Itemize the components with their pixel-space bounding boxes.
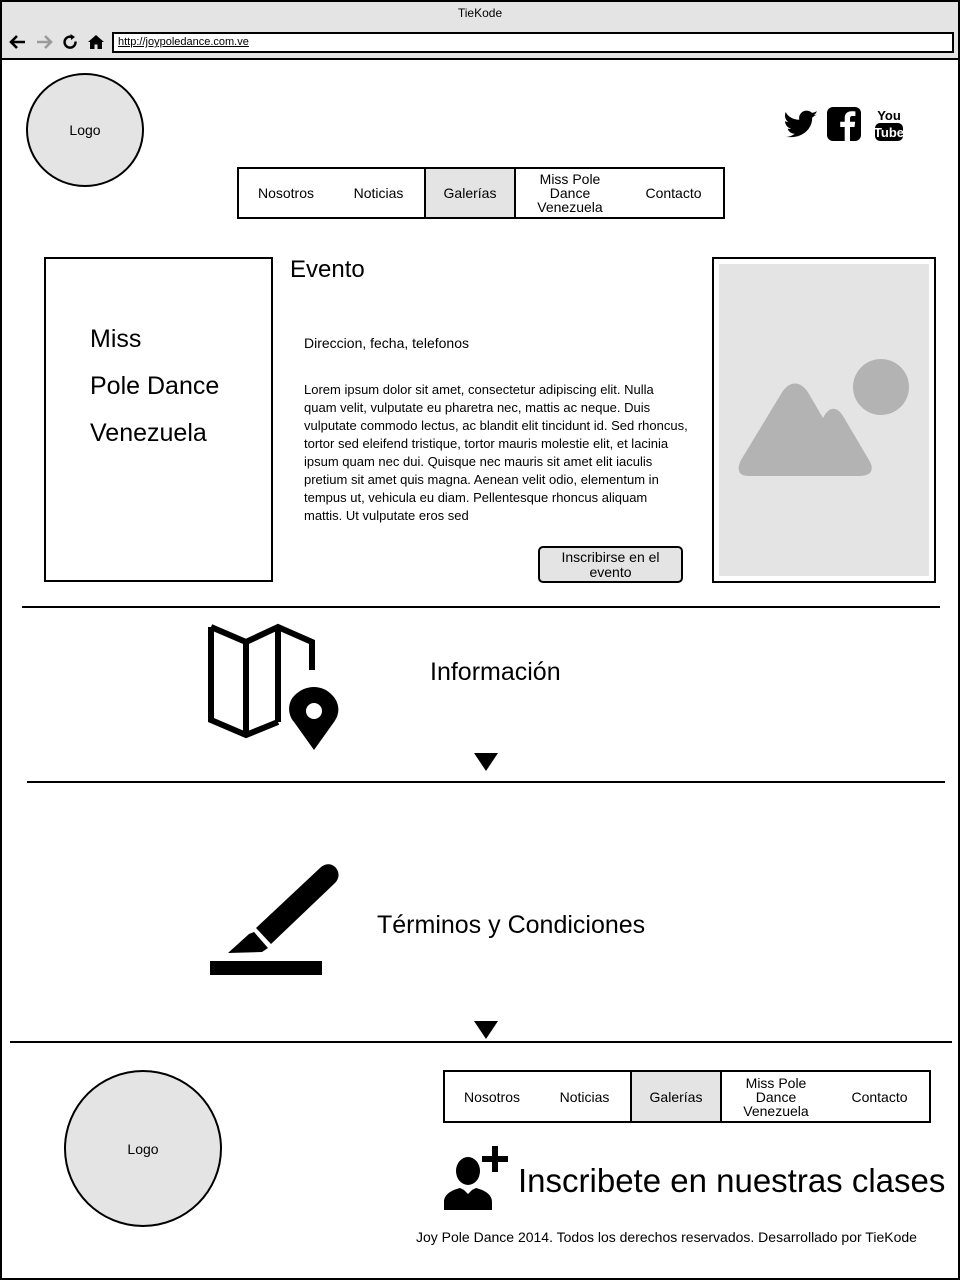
miss-line-1: Miss — [90, 325, 142, 353]
main-nav — [237, 167, 725, 219]
youtube-text-bottom: Tube — [874, 125, 904, 140]
divider — [27, 781, 945, 783]
browser-toolbar — [2, 24, 958, 60]
add-user-icon[interactable] — [442, 1144, 510, 1210]
footer-logo-label: Logo — [127, 1140, 159, 1157]
miss-pole-dance-box — [44, 257, 273, 582]
miss-line-3: Venezuela — [90, 419, 207, 447]
terms-section-title[interactable]: Términos y Condiciones — [377, 911, 646, 939]
footer-logo[interactable] — [64, 1070, 222, 1227]
home-icon[interactable] — [86, 32, 106, 52]
footer-nav-item-contacto[interactable]: Contacto — [851, 1088, 908, 1105]
info-section-title[interactable]: Información — [430, 658, 561, 686]
youtube-text-top: You — [877, 108, 901, 123]
expand-arrow-icon[interactable] — [474, 753, 498, 771]
event-description: Lorem ipsum dolor sit amet, consectetur adipiscing elit. Nulla quam velit, vulputate eu pharetra nec, mattis ac neque. Duis vulputate commodo lectus, ac blandit elit tincidunt id. Sed rhoncus, tortor sed eleifend tristique, tortor mauris molestie elit, et lacinia ipsum quam nec dui. Quisque nec mauris sit amet elit iaculis pretium sit amet quis magna. Aenean velit odio, elementum in tempus ut, vehicula eu diam. Pellentesque rhoncus aliquam mattis. Ut vulputate eros sed — [304, 382, 688, 523]
footer-nav-item-nosotros[interactable]: Nosotros — [463, 1088, 521, 1105]
facebook-icon[interactable] — [827, 107, 861, 141]
nav-item-galerias[interactable]: Galerías — [424, 169, 516, 217]
copyright-text: Joy Pole Dance 2014. Todos los derechos reservados. Desarrollado por TieKode — [416, 1229, 917, 1245]
twitter-icon[interactable] — [785, 110, 819, 138]
footer-nav-item-galerias[interactable]: Galerías — [630, 1072, 722, 1121]
logo[interactable] — [26, 73, 144, 187]
youtube-icon[interactable] — [874, 106, 904, 142]
nav-item-nosotros[interactable]: Nosotros — [257, 185, 315, 201]
window-title: TieKode — [2, 2, 958, 24]
back-arrow-icon[interactable] — [8, 32, 28, 52]
image-icon — [719, 264, 929, 576]
miss-line-2: Pole Dance — [90, 372, 220, 400]
footer-nav — [443, 1070, 931, 1123]
event-signup-button[interactable]: Inscribirse en el evento — [538, 546, 683, 583]
expand-arrow-icon[interactable] — [474, 1021, 498, 1039]
nav-item-contacto[interactable]: Contacto — [645, 185, 702, 201]
divider — [10, 1041, 952, 1043]
footer-nav-item-miss-pole-dance[interactable]: Miss Pole Dance Venezuela — [743, 1074, 809, 1119]
forward-arrow-icon[interactable] — [34, 32, 54, 52]
reload-icon[interactable] — [60, 32, 80, 52]
event-image — [712, 257, 936, 583]
logo-label: Logo — [69, 122, 101, 138]
nav-item-noticias[interactable]: Noticias — [353, 185, 404, 201]
image-placeholder — [719, 264, 929, 576]
pen-write-icon — [208, 862, 340, 978]
event-title: Evento — [290, 256, 365, 283]
map-pin-icon — [208, 622, 340, 754]
event-meta: Direccion, fecha, telefonos — [304, 335, 469, 351]
divider — [22, 606, 940, 608]
url-input[interactable]: http://joypoledance.com.ve — [112, 32, 954, 53]
footer-nav-item-noticias[interactable]: Noticias — [559, 1088, 610, 1105]
signup-classes-text[interactable]: Inscribete en nuestras clases — [518, 1162, 946, 1199]
nav-item-miss-pole-dance[interactable]: Miss Pole Dance Venezuela — [537, 171, 603, 215]
